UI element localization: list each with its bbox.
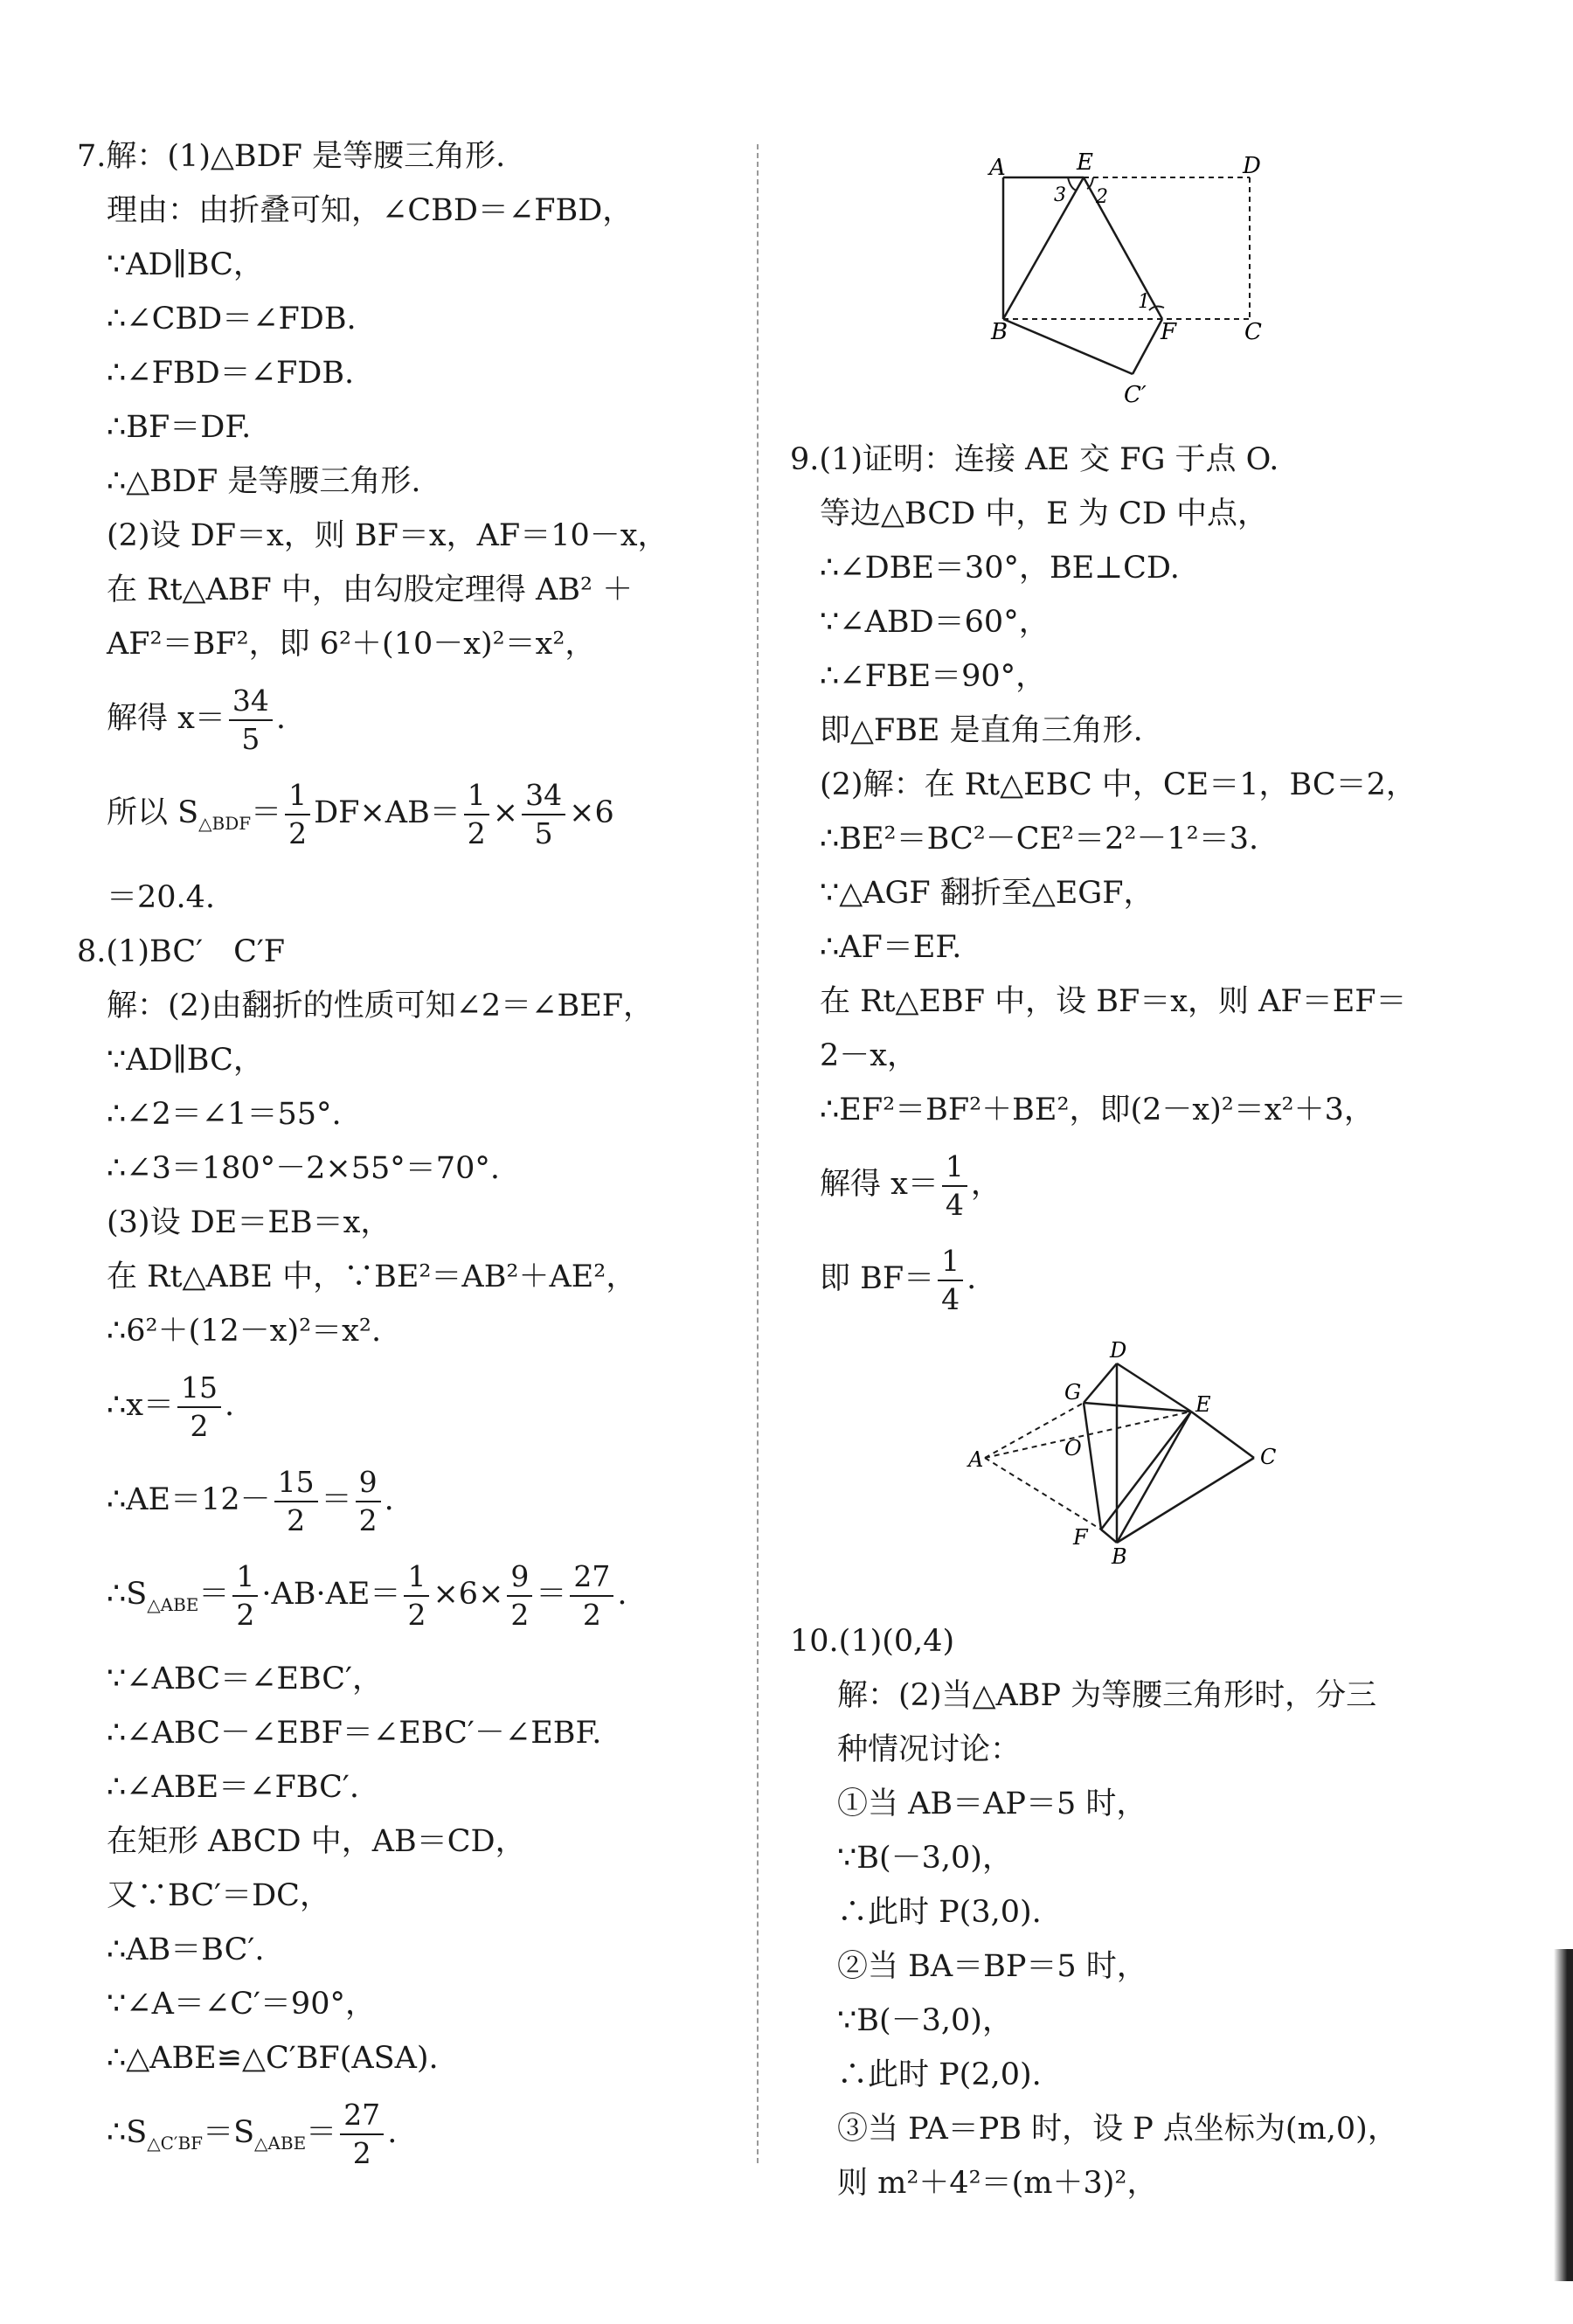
fraction-1-2: $\frac{1}{2}$ bbox=[404, 1558, 429, 1634]
fraction-34-5: $\frac{34}{5}$ bbox=[229, 683, 273, 758]
label-B: B bbox=[1112, 1544, 1127, 1569]
p9-bf-value: 即 BF＝ $\frac{1}{4}$ . bbox=[820, 1243, 977, 1316]
p10-line-5: ∵B(－3,0)， bbox=[837, 1841, 1013, 1876]
label-E: E bbox=[1195, 1392, 1211, 1417]
label-C: C bbox=[1260, 1445, 1277, 1469]
fraction-9-2: $\frac{9}{2}$ bbox=[507, 1558, 532, 1634]
label-angle-1: 1 bbox=[1138, 291, 1150, 313]
fraction-27-2: $\frac{27}{2}$ bbox=[340, 2097, 384, 2172]
p8-line-3: ∵AD∥BC， bbox=[107, 1043, 264, 1078]
p7-line-13: ＝20.4. bbox=[107, 880, 216, 915]
fraction-1-2: $\frac{1}{2}$ bbox=[464, 777, 489, 852]
p10-line-1: 10.(1)(0,4) bbox=[790, 1624, 955, 1659]
p8-line-5: ∴∠3＝180°－2×55°＝70°. bbox=[107, 1151, 500, 1186]
p9-line-3: ∴∠DBE＝30°，BE⊥CD. bbox=[820, 551, 1180, 586]
p8-line-6: (3)设 DE＝EB＝x， bbox=[107, 1205, 392, 1240]
label-angle-3: 3 bbox=[1054, 184, 1066, 206]
label-G: G bbox=[1064, 1380, 1082, 1405]
fraction-1-4: $\frac{1}{4}$ bbox=[942, 1148, 967, 1224]
p9-line-8: ∴BE²＝BC²－CE²＝2²－1²＝3. bbox=[820, 822, 1259, 857]
p10-line-11: 则 m²＋4²＝(m＋3)²， bbox=[837, 2166, 1158, 2201]
p9-line-12: 2－x， bbox=[820, 1038, 918, 1073]
label-O: O bbox=[1064, 1436, 1082, 1460]
p9-solution-x: 解得 x＝ $\frac{1}{4}$ ， bbox=[820, 1148, 1001, 1222]
p10-line-10: ③当 PA＝PB 时，设 P 点坐标为(m,0)， bbox=[837, 2112, 1398, 2147]
p9-line-5: ∴∠FBE＝90°， bbox=[820, 659, 1047, 694]
p10-line-9: ∴此时 P(2,0). bbox=[837, 2057, 1042, 2092]
p7-line-8: (2)设 DF＝x，则 BF＝x，AF＝10－x， bbox=[107, 518, 669, 553]
p8-x-value: ∴x＝ $\frac{15}{2}$ . bbox=[107, 1370, 235, 1443]
label-F: F bbox=[1073, 1525, 1088, 1550]
p7-line-4: ∴∠CBD＝∠FDB. bbox=[107, 302, 357, 336]
p8-line-17: ∴AB＝BC′. bbox=[107, 1932, 265, 1967]
p7-line-2: 理由：由折叠可知，∠CBD＝∠FBD， bbox=[107, 193, 634, 228]
label-B: B bbox=[991, 319, 1008, 345]
left-column bbox=[77, 129, 724, 2190]
figure-8-svg bbox=[970, 149, 1285, 428]
p8-line-4: ∴∠2＝∠1＝55°. bbox=[107, 1097, 342, 1132]
fraction-1-2: $\frac{1}{2}$ bbox=[232, 1558, 258, 1634]
p8-line-18: ∵∠A＝∠C′＝90°， bbox=[107, 1987, 376, 2022]
p8-line-2: 解：(2)由翻折的性质可知∠2＝∠BEF， bbox=[107, 989, 655, 1023]
p7-line-5: ∴∠FBD＝∠FDB. bbox=[107, 356, 355, 391]
p8-area-abe: $\therefore S_{\triangle ABE}=$ $\frac{1}{2}$ ·AB·AE＝ $\frac{1}{2}$ ×6× $\frac{9}{2}$ ＝ $\frac{27}{2}$ . bbox=[107, 1558, 627, 1632]
p8-line-1: 8.(1)BC′ C′F bbox=[77, 934, 286, 969]
fraction-34-5: $\frac{34}{5}$ bbox=[522, 777, 565, 852]
label-A: A bbox=[989, 155, 1006, 181]
label-D: D bbox=[1243, 153, 1261, 179]
p8-ae-value: ∴AE＝12－ $\frac{15}{2}$ ＝ $\frac{9}{2}$ . bbox=[107, 1464, 394, 1537]
fraction-15-2: $\frac{15}{2}$ bbox=[274, 1464, 318, 1539]
right-column bbox=[790, 433, 1454, 2210]
p9-line-13: ∴EF²＝BF²＋BE²，即(2－x)²＝x²＋3， bbox=[820, 1093, 1375, 1127]
label-C-prime: C′ bbox=[1124, 382, 1147, 408]
p7-line-1: 7.解：(1)△BDF 是等腰三角形. bbox=[77, 139, 506, 174]
p9-line-4: ∵∠ABD＝60°， bbox=[820, 605, 1050, 640]
fraction-15-2: $\frac{15}{2}$ bbox=[177, 1370, 221, 1445]
p8-line-19: ∴△ABE≌△C′BF(ASA). bbox=[107, 2041, 439, 2076]
figure-equilateral-fold bbox=[961, 1342, 1293, 1569]
label-angle-2: 2 bbox=[1096, 186, 1108, 208]
figure-9-svg bbox=[961, 1342, 1293, 1569]
label-E: E bbox=[1077, 149, 1093, 176]
fraction-27-2: $\frac{27}{2}$ bbox=[570, 1558, 613, 1634]
fraction-1-2: $\frac{1}{2}$ bbox=[285, 777, 310, 852]
p7-line-3: ∵AD∥BC， bbox=[107, 247, 264, 282]
p8-line-15: 在矩形 ABCD 中，AB＝CD， bbox=[107, 1824, 526, 1859]
column-divider bbox=[757, 144, 759, 2163]
label-A: A bbox=[968, 1447, 984, 1472]
label-F: F bbox=[1161, 319, 1177, 345]
p8-line-16: 又∵BC′＝DC， bbox=[107, 1878, 330, 1913]
p9-line-10: ∴AF＝EF. bbox=[820, 930, 962, 965]
p10-line-4: ①当 AB＝AP＝5 时， bbox=[837, 1786, 1147, 1821]
p10-line-6: ∴此时 P(3,0). bbox=[837, 1895, 1042, 1930]
label-C: C bbox=[1244, 319, 1262, 345]
p7-line-7: ∴△BDF 是等腰三角形. bbox=[107, 464, 421, 499]
p10-line-8: ∵B(－3,0)， bbox=[837, 2003, 1013, 2038]
p8-line-14: ∴∠ABE＝∠FBC′. bbox=[107, 1770, 359, 1805]
p8-line-8: ∴6²＋(12－x)²＝x². bbox=[107, 1314, 382, 1349]
p7-line-6: ∴BF＝DF. bbox=[107, 410, 252, 445]
label-D: D bbox=[1110, 1342, 1127, 1363]
p9-line-7: (2)解：在 Rt△EBC 中，CE＝1，BC＝2， bbox=[820, 767, 1417, 802]
p9-line-2: 等边△BCD 中，E 为 CD 中点， bbox=[820, 496, 1269, 531]
p10-line-3: 种情况讨论： bbox=[837, 1732, 1022, 1767]
figure-folded-rectangle bbox=[970, 149, 1285, 428]
p7-line-9: 在 Rt△ABF 中，由勾股定理得 AB² ＋ bbox=[107, 572, 634, 607]
p8-line-12: ∵∠ABC＝∠EBC′， bbox=[107, 1661, 383, 1696]
p9-line-11: 在 Rt△EBF 中，设 BF＝x，则 AF＝EF＝ bbox=[820, 984, 1407, 1019]
p10-line-2: 解：(2)当△ABP 为等腰三角形时，分三 bbox=[837, 1678, 1377, 1713]
fraction-9-2: $\frac{9}{2}$ bbox=[356, 1464, 381, 1539]
p7-area-line: 所以 $S_{\triangle BDF}=$ $\frac{1}{2}$ DF×AB＝ $\frac{1}{2}$ × $\frac{34}{5}$ ×6 bbox=[107, 777, 614, 850]
fraction-1-4: $\frac{1}{4}$ bbox=[938, 1243, 963, 1318]
p9-line-1: 9.(1)证明：连接 AE 交 FG 于点 O. bbox=[790, 442, 1279, 477]
p8-area-cbf: $\therefore S_{\triangle C'BF}=S_{\triangle ABE}=$ $\frac{27}{2}$ . bbox=[107, 2097, 398, 2170]
p10-line-7: ②当 BA＝BP＝5 时， bbox=[837, 1949, 1147, 1984]
p7-line-10: AF²＝BF²，即 6²＋(10－x)²＝x²， bbox=[107, 627, 596, 662]
p8-line-7: 在 Rt△ABE 中，∵BE²＝AB²＋AE²， bbox=[107, 1259, 637, 1294]
p9-line-9: ∵△AGF 翻折至△EGF， bbox=[820, 876, 1154, 911]
p9-line-6: 即△FBE 是直角三角形. bbox=[820, 713, 1143, 748]
p7-solution-x: 解得 x＝ $\frac{34}{5}$ . bbox=[107, 683, 287, 756]
scan-edge-shadow bbox=[1554, 1949, 1573, 2281]
p8-line-13: ∴∠ABC－∠EBF＝∠EBC′－∠EBF. bbox=[107, 1716, 602, 1751]
